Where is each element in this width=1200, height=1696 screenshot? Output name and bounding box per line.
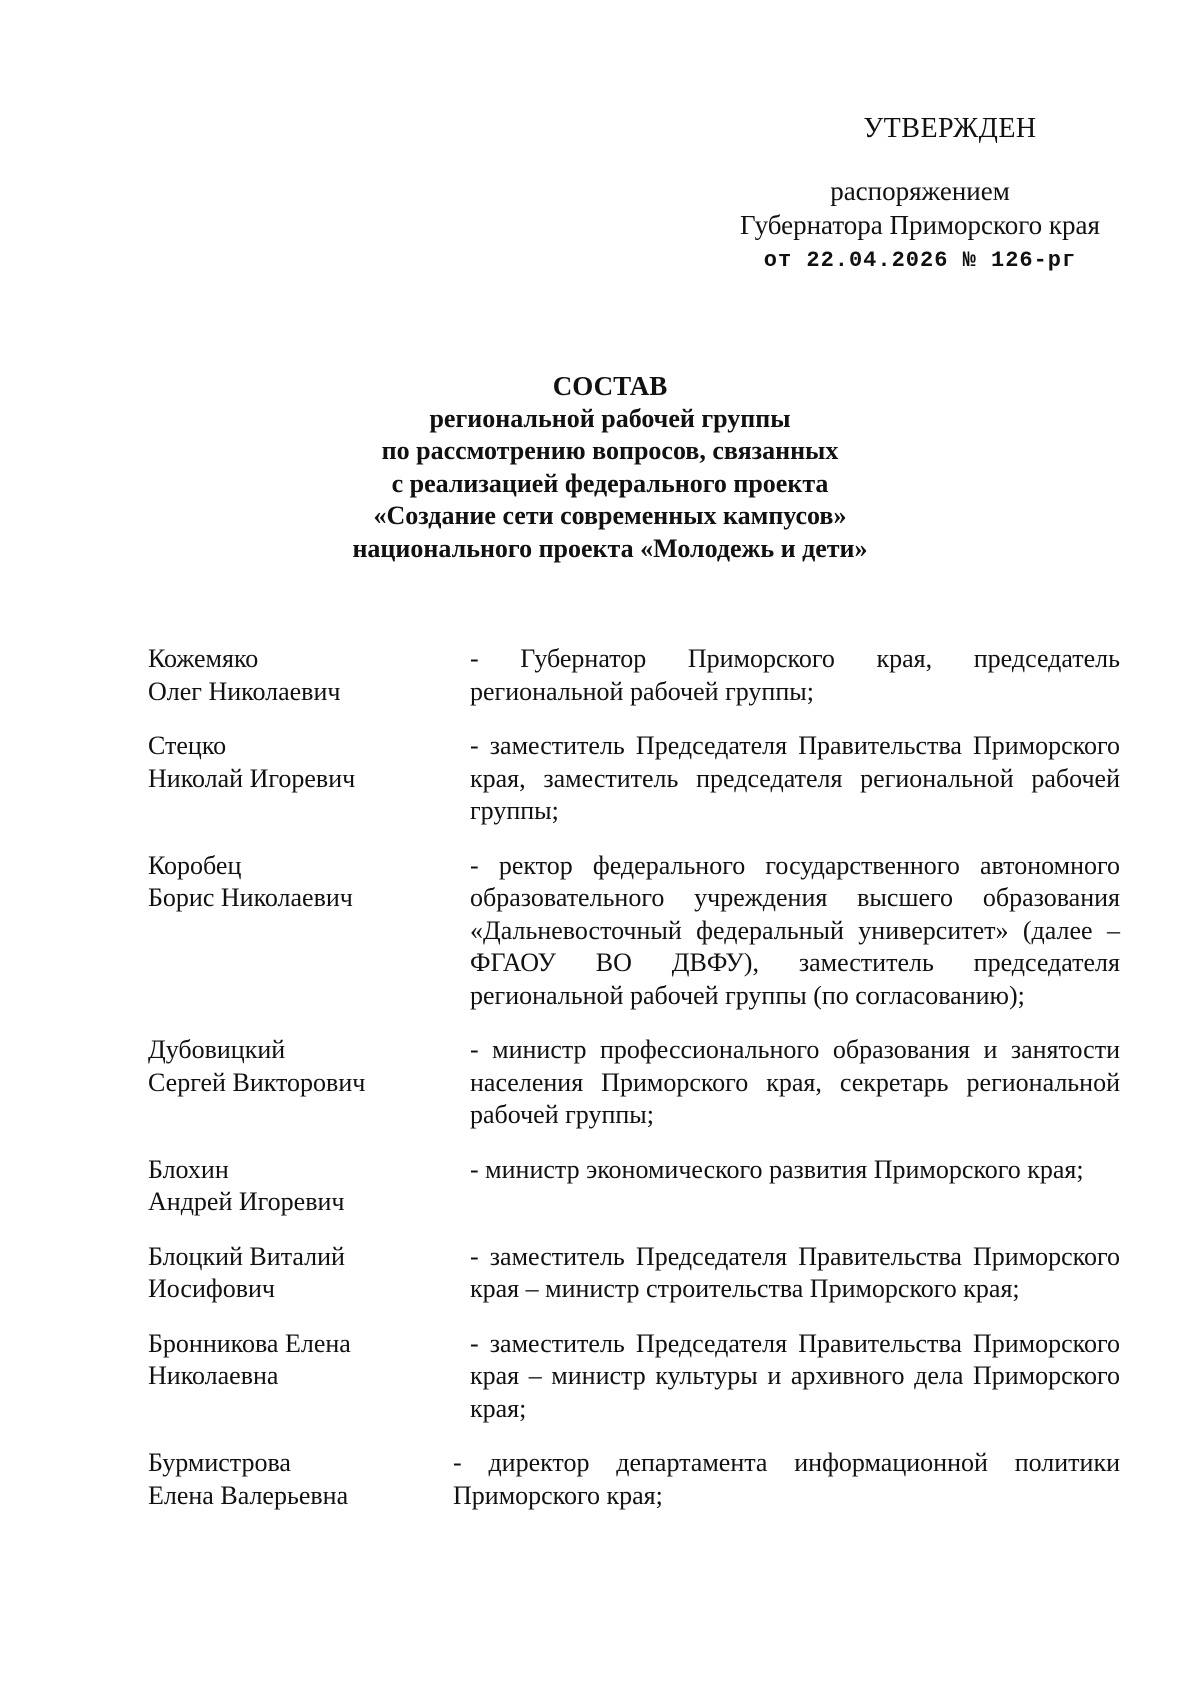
member-row [148, 850, 1128, 1013]
approval-title: УТВЕРЖДЕН [863, 113, 1037, 144]
members-list [148, 643, 1128, 1534]
member-given-names: Иосифович [148, 1274, 275, 1303]
member-role: - министр профессионального образования и занятости населения Приморского края, секретарь региональной рабочей группы; [470, 1035, 1120, 1129]
member-given-names: Олег Николаевич [148, 676, 341, 706]
member-surname: Коробец [148, 850, 242, 880]
heading-line: по рассмотрению вопросов, связанных [381, 436, 839, 465]
member-given-names: Николай Игоревич [148, 763, 356, 793]
approval-block [700, 112, 1140, 278]
member-row [148, 1447, 1128, 1512]
approval-stamp: от 22.04.2026 № 126-рг [763, 248, 1077, 273]
member-name [148, 1034, 470, 1099]
approval-line-2: Губернатора Приморского края [740, 210, 1100, 240]
member-surname: Блоцкий Виталий [148, 1241, 345, 1271]
member-name [148, 730, 470, 795]
approval-line-1: распоряжением [830, 176, 1010, 206]
member-surname: Бронникова Елена [148, 1328, 351, 1358]
heading-line: региональной рабочей группы [429, 403, 791, 433]
member-surname: Дубовицкий [148, 1035, 286, 1064]
heading-line: национального проекта «Молодежь и дети» [352, 533, 868, 563]
member-surname: Бурмистрова [148, 1448, 291, 1477]
member-name [148, 1154, 470, 1219]
member-row [148, 643, 1128, 708]
member-role: - заместитель Председателя Правительства Приморского края, заместитель председателя региональной рабочей группы; [470, 731, 1120, 825]
member-role: - ректор федерального государственного автономного образовательного учреждения высшего образования «Дальневосточный федеральный университет» (далее – ФГАОУ ВО ДВФУ), заместитель председателя региональной рабочей группы (по согласованию); [470, 850, 1120, 1010]
member-row [148, 1034, 1128, 1132]
heading-line: с реализацией федерального проекта [391, 468, 829, 498]
member-given-names: Сергей Викторович [148, 1067, 366, 1097]
member-row [148, 730, 1128, 828]
member-row [148, 1241, 1128, 1306]
member-role: - заместитель Председателя Правительства Приморского края – министр культуры и архивного дела Приморского края; [470, 1328, 1120, 1423]
member-given-names: Елена Валерьевна [148, 1480, 349, 1510]
document-heading [200, 370, 1020, 565]
member-role: - директор департамента информационной политики Приморского края; [453, 1448, 1120, 1510]
member-surname: Блохин [148, 1154, 229, 1184]
member-name [148, 1447, 453, 1512]
member-name [148, 1328, 470, 1393]
member-row [148, 1154, 1128, 1219]
member-name [148, 1241, 470, 1306]
member-given-names: Борис Николаевич [148, 883, 353, 912]
member-given-names: Николаевна [148, 1361, 279, 1390]
member-surname: Кожемяко [148, 644, 259, 673]
heading-line: «Создание сети современных кампусов» [373, 501, 847, 530]
member-role: - заместитель Председателя Правительства Приморского края – министр строительства Приморского края; [470, 1241, 1120, 1303]
member-given-names: Андрей Игоревич [148, 1187, 345, 1216]
heading-main: СОСТАВ [552, 371, 668, 401]
member-surname: Стецко [148, 731, 227, 760]
member-role: - министр экономического развития Приморского края; [470, 1154, 1084, 1184]
member-row [148, 1328, 1128, 1426]
member-role: - Губернатор Приморского края, председатель региональной рабочей группы; [470, 644, 1120, 706]
member-name [148, 643, 470, 708]
member-name [148, 850, 470, 915]
